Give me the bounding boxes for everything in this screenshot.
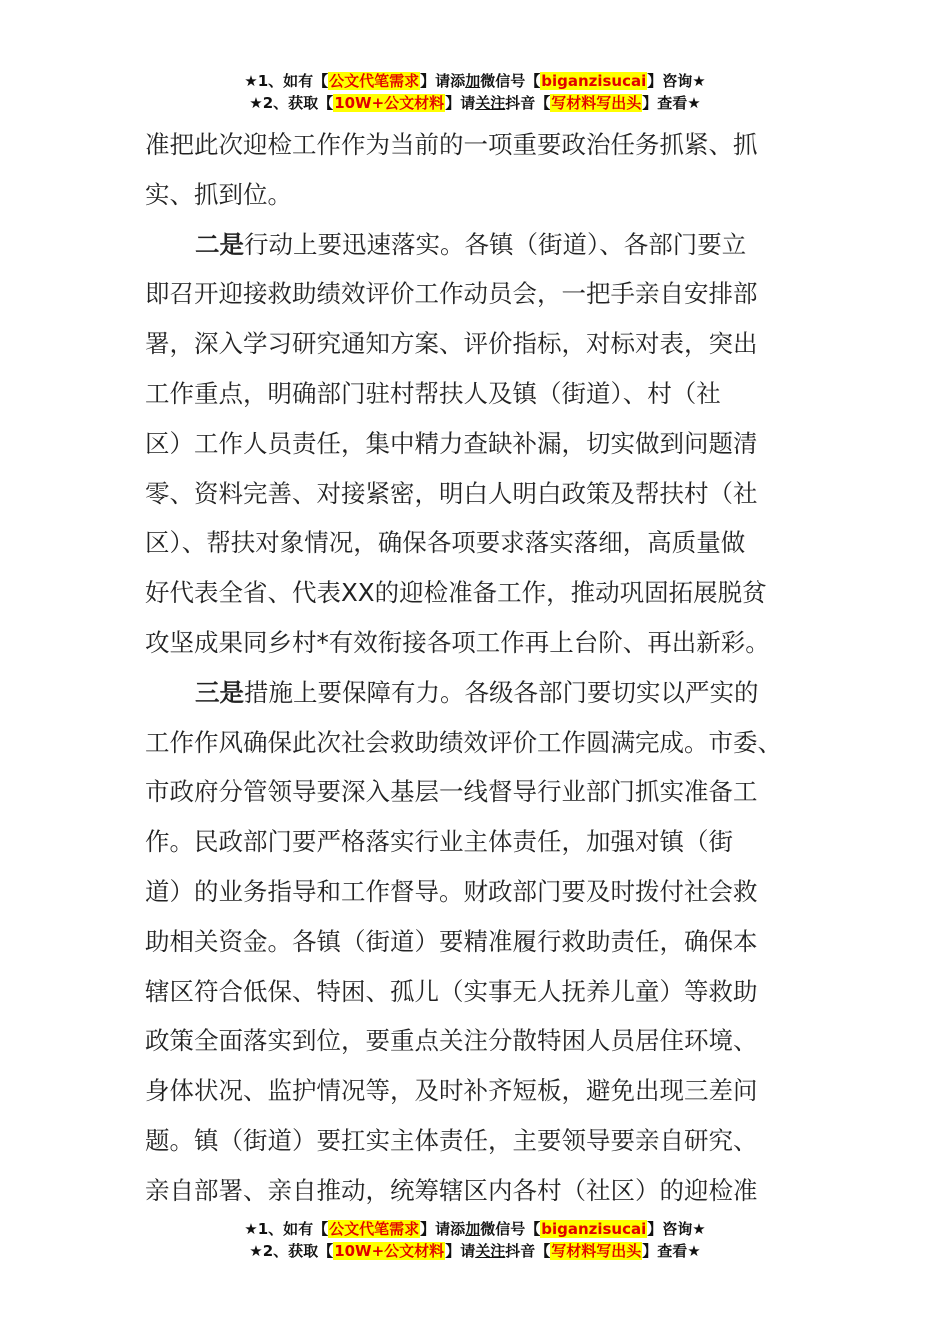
body-line: 身体状况、监护情况等，及时补齐短板，避免出现三差问 [145, 1076, 758, 1106]
body-line: 零、资料完善、对接紧密，明白人明白政策及帮扶村（社 [145, 478, 758, 508]
body-line: 区）工作人员责任，集中精力查缺补漏，切实做到问题清 [145, 428, 758, 458]
body-line: 署，深入学习研究通知方案、评价指标，对标对表，突出 [145, 329, 758, 359]
banner-text: 】咨询★ [647, 1220, 706, 1238]
banner-text: 】请添 [420, 1220, 466, 1238]
body-line: 好代表全省、代表XX的迎检准备工作，推动巩固拓展脱贫 [145, 578, 767, 608]
body-line-text: 行动上要迅速落实。各镇（街道）、各部门要立 [244, 229, 747, 259]
banner-highlight: 公文代笔需求 [329, 72, 420, 90]
banner-text: ★1、如有【 [244, 1220, 329, 1238]
banner-text: 微信号【 [480, 1220, 541, 1238]
body-line: 工作重点，明确部门驻村帮扶人及镇（街道）、村（社 [145, 378, 721, 408]
body-line: 实、抓到位。 [145, 179, 292, 209]
document-body [145, 120, 805, 1216]
banner-highlight: 10W+公文材料 [334, 94, 445, 112]
banner-line-1 [0, 1218, 950, 1240]
body-line: 即召开迎接救助绩效评价工作动员会，一把手亲自安排部 [145, 279, 758, 309]
banner-line-1 [0, 70, 950, 92]
body-line: 准把此次迎检工作作为当前的一项重要政治任务抓紧、抓 [145, 130, 758, 159]
banner-text: 抖音【 [505, 94, 551, 112]
body-line: 作。民政部门要严格落实行业主体责任，加强对镇（街 [145, 827, 733, 857]
banner-text: ★1、如有【 [244, 72, 329, 90]
banner-text: 抖音【 [505, 1242, 551, 1260]
paragraph-lead: 三是 [195, 677, 244, 707]
banner-underline: 关注 [475, 1242, 506, 1260]
banner-text: 】查看★ [642, 1242, 701, 1260]
footer-banner [0, 1218, 950, 1262]
banner-underline: 加 [465, 72, 481, 90]
body-line-text: 措施上要保障有力。各级各部门要切实以严实的 [244, 677, 759, 707]
body-line: 辖区符合低保、特困、孤儿（实事无人抚养儿童）等救助 [145, 976, 758, 1006]
banner-highlight: 公文代笔需求 [329, 1220, 420, 1238]
banner-highlight: 写材料写出头 [551, 94, 642, 112]
body-line: 市政府分管领导要深入基层一线督导行业部门抓实准备工 [145, 777, 758, 807]
banner-highlight: 10W+公文材料 [334, 1242, 445, 1260]
paragraph-three-first-line [145, 668, 805, 718]
paragraph-lead: 二是 [195, 229, 244, 259]
body-line: 题。镇（街道）要扛实主体责任，主要领导要亲自研究、 [145, 1125, 758, 1155]
banner-highlight: 写材料写出头 [551, 1242, 642, 1260]
body-line: 攻坚成果同乡村*有效衔接各项工作再上台阶、再出新彩。 [145, 627, 770, 657]
paragraph-two-first-line [145, 220, 805, 270]
body-line: 工作作风确保此次社会救助绩效评价工作圆满完成。市委、 [145, 727, 782, 757]
banner-highlight: biganzisucai [541, 72, 647, 90]
body-line: 区）、帮扶对象情况，确保各项要求落实落细，高质量做 [145, 528, 746, 558]
body-line: 政策全面落实到位，要重点关注分散特困人员居住环境、 [145, 1026, 758, 1056]
header-banner [0, 70, 950, 114]
banner-text: ★2、获取【 [249, 1242, 334, 1260]
banner-line-2 [0, 1240, 950, 1262]
banner-text: 】查看★ [642, 94, 701, 112]
banner-text: ★2、获取【 [249, 94, 334, 112]
banner-text: 】请添 [420, 72, 466, 90]
banner-underline: 关注 [475, 94, 506, 112]
banner-text: 】咨询★ [647, 72, 706, 90]
banner-line-2 [0, 92, 950, 114]
banner-underline: 加 [465, 1220, 481, 1238]
banner-text: 】请 [445, 94, 476, 112]
body-line: 道）的业务指导和工作督导。财政部门要及时拨付社会救 [145, 876, 758, 906]
banner-highlight: biganzisucai [541, 1220, 647, 1238]
banner-text: 微信号【 [480, 72, 541, 90]
banner-text: 】请 [445, 1242, 476, 1260]
body-line: 助相关资金。各镇（街道）要精准履行救助责任，确保本 [145, 926, 758, 956]
body-line: 亲自部署、亲自推动，统筹辖区内各村（社区）的迎检准 [145, 1175, 758, 1205]
